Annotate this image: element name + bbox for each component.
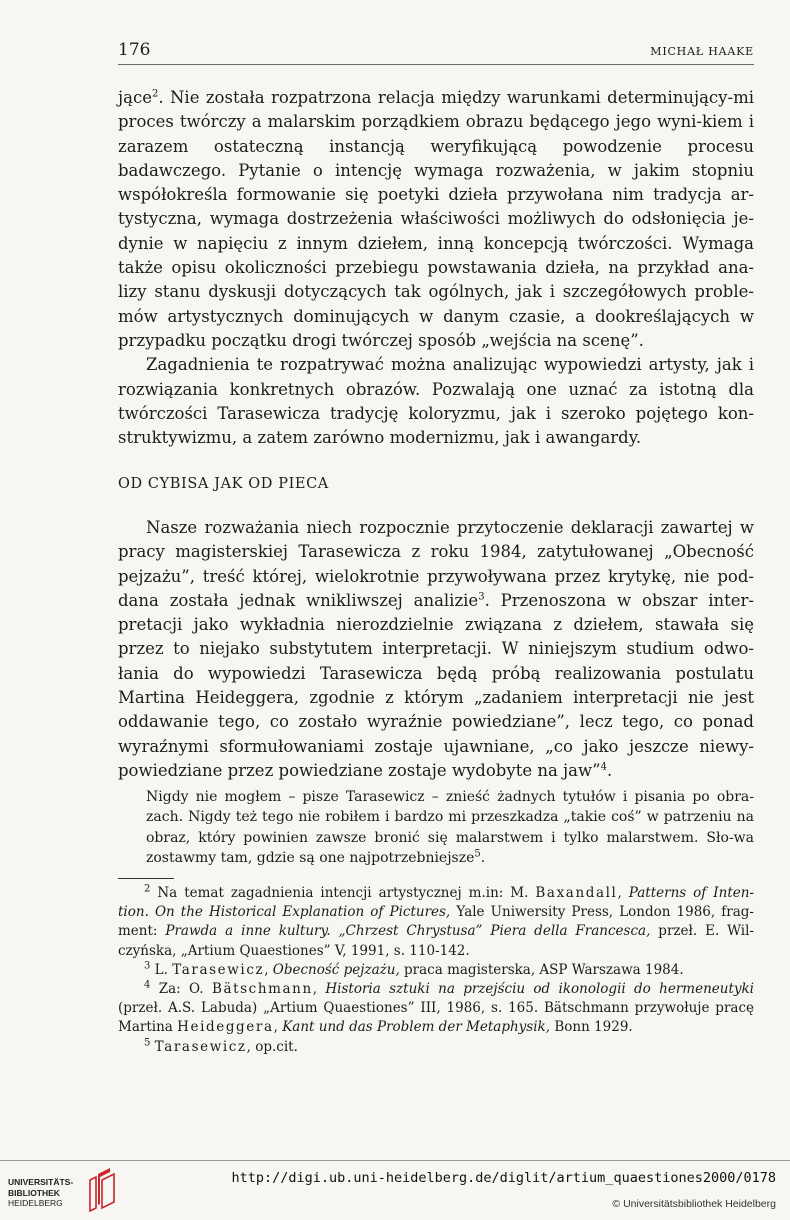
- footnote-ref[interactable]: 4: [600, 761, 607, 773]
- running-head: MICHAŁ HAAKE: [650, 45, 754, 58]
- footnote-ref[interactable]: 5: [474, 848, 481, 860]
- paragraph: Zagadnienia te rozpatrywać można analizując wypowiedzi artysty, jak i rozwiązania konkretnych obrazów. Pozwalają one uznać za istotną dla twórczości Tarasewicza tradycję koloryzmu, jak i szeroko pojętego kon-struktywizmu, a zatem zarówno modernizmu, jak i awangardy.: [118, 355, 754, 448]
- section-heading: OD CYBISA JAK OD PIECA: [118, 476, 329, 492]
- page-header: [118, 38, 754, 65]
- footnote: $^5$ Tarasewicz, op.cit.: [144, 1037, 298, 1055]
- paragraph: Nasze rozważania niech rozpocznie przytoczenie deklaracji zawartej w pracy magisterskiej Tarasewicza z roku 1984, zatytułowanej „Obecność pejzażu”, treść której, wielokrotnie przywoływana przez krytykę, nie pod-dana została jednak wnikliwszej analizie$^3$. Przenoszona w obszar inter-pretacji jako wykładnia nierozdzielnie związana z dziełem, stawała się przez to niejako substytutem interpretacji. W niniejszym studium odwo-łania do wypowiedzi Tarasewicza będą próbą realizowania postulatu Martina Heideggera, zgodnie z którym „zadaniem interpretacji nie jest oddawanie tego, co zostało wyraźnie powiedziane”, lecz tego, co ponad wyraźnymi sformułowaniami zostaje ujawniane, „co jako jeszcze niewy-powiedziane przez powiedziane zostaje wydobyte na jaw”$^4$.: [118, 518, 754, 780]
- paragraph: jące$^2$. Nie została rozpatrzona relacja między warunkami determinujący-mi proces twórczy a malarskim porządkiem obrazu będącego jego wyni-kiem i zarazem ostateczną instancją weryfikującą powodzenie procesu badawczego. Pytanie o intencję wymaga rozważenia, w jakim stopniu współokreśla formowanie się poetyki dzieła przywołana nim tradycja ar-tystyczna, wymaga dostrzeżenia właściwości możliwych do odsłonięcia je-dynie w napięciu z innym dziełem, inną koncepcją twórczości. Wymaga także opisu okoliczności przebiegu powstawania dzieła, na przykład ana-lizy stanu dyskusji dotyczących tak ogólnych, jak i szczegółowych proble-mów artystycznych dominujących w danym czasie, a dookreślających w przypadku początku drogi twórczej sposób „wejścia na scenę”.: [118, 88, 754, 350]
- footnote-ref[interactable]: 2: [151, 88, 159, 100]
- footnotes: [118, 884, 754, 1057]
- footnote-divider: [118, 878, 174, 879]
- footnote: $^4$ Za: O. Bätschmann, Historia sztuki na przejściu od ikonologii do hermeneutyki (przeł. A.S. Labuda) „Artium Quaestiones” III, 1986, s. 165. Bätschmann przywołuje pracę Martina Heideggera, Kant und das Problem der Metaphysik, Bonn 1929.: [118, 979, 755, 1036]
- body-text: [118, 86, 754, 450]
- source-url-link[interactable]: http://digi.ub.uni-heidelberg.de/diglit/artium_quaestiones2000/0178: [231, 1170, 776, 1186]
- library-logo[interactable]: UNIVERSITÄTS- BIBLIOTHEK HEIDELBERG: [8, 1168, 128, 1212]
- page-number: 176: [118, 40, 151, 60]
- footer-divider: [0, 1160, 790, 1161]
- footnote: $^2$ Na temat zagadnienia intencji artystycznej m.in: M. Baxandall, Patterns of Inten-tion. On the Historical Explanation of Pictures, Yale Uniwersity Press, London 1986, frag-ment: Prawda a inne kultury. „Chrzest Chrystusa” Piera della Francesca, przeł. E. Wil-czyńska, „Artium Quaestiones” V, 1991, s. 110-142.: [118, 883, 754, 959]
- section-body: [118, 516, 754, 783]
- library-logo-icon: [82, 1168, 118, 1212]
- block-quote: Nigdy nie mogłem – pisze Tarasewicz – znieść żadnych tytułów i pisania po obra-zach. Nigdy też tego nie robiłem i bardzo mi przeszkadza „takie coś” w patrzeniu na obraz, który powinien zawsze bronić się malarstwem i tylko malarstwem. Sło-wa zostawmy tam, gdzie są one najpotrzebniejsze$^5$.: [146, 789, 754, 867]
- footnote-ref[interactable]: 3: [478, 591, 485, 603]
- copyright-notice: © Universitätsbibliothek Heidelberg: [612, 1198, 776, 1210]
- footnote: $^3$ L. Tarasewicz, Obecność pejzażu, praca magisterska, ASP Warszawa 1984.: [144, 960, 684, 978]
